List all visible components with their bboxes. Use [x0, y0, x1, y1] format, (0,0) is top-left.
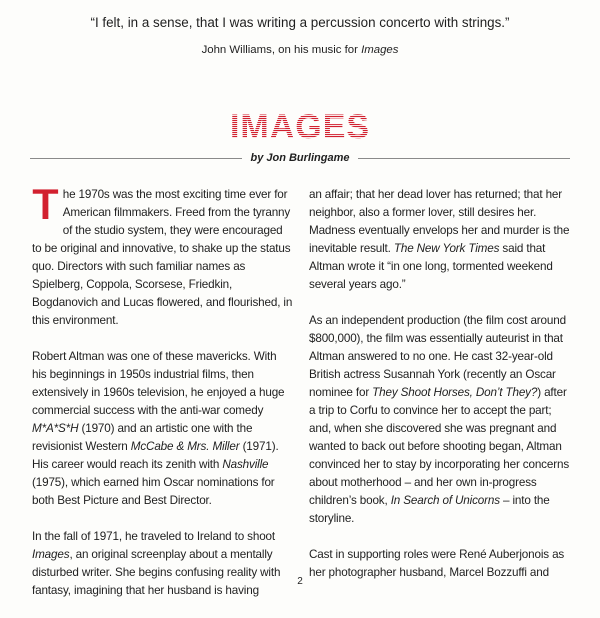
epigraph-quote: “I felt, in a sense, that I was writing a percussion concerto with strings.”	[90, 15, 510, 30]
publication-title: The New York Times	[393, 242, 500, 255]
drop-cap: T	[32, 180, 59, 229]
left-column	[32, 180, 294, 618]
byline-rule-left	[30, 158, 242, 159]
book-title: In Search of Unicorns	[390, 494, 500, 507]
title-graphic	[220, 108, 380, 144]
paragraph-text: Cast in supporting roles were René Auberjonois as her photographer husband, Marcel Bozzuffi and	[309, 548, 565, 579]
paragraph	[309, 186, 574, 294]
paragraph	[32, 348, 294, 510]
paragraph-text: (1971). His career would reach its zenith with	[32, 440, 279, 471]
attribution-work: Images	[361, 44, 399, 56]
paragraph-text: , an original screenplay about a mentally disturbed writer. She begins confusing reality with fantasy, imagining that her husband is having	[32, 548, 281, 597]
paragraph-text: (1975), which earned him Oscar nominations for both Best Picture and Best Director.	[32, 476, 275, 507]
film-title: M*A*S*H	[32, 422, 79, 435]
byline: by Jon Burlingame	[250, 152, 350, 164]
epigraph-attribution	[0, 44, 600, 56]
paragraph-text: said that Altman wrote it “in one long, tormented weekend several years ago.”	[309, 242, 553, 291]
page-number: 2	[297, 576, 303, 587]
paragraph	[309, 312, 574, 528]
right-column	[309, 186, 574, 600]
paragraph-text: In the fall of 1971, he traveled to Ireland to shoot	[32, 530, 276, 543]
paragraph-text: he 1970s was the most exciting time ever for American filmmakers. Freed from the tyranny of the studio system, they were encouraged to be original and innovative, to shake up the status quo. Directors with such familiar names as Spielberg, Coppola, Scorsese, Friedkin, Bogdanovich and Lucas flowered, and flourished, in this environment.	[32, 188, 293, 327]
film-title: They Shoot Horses, Don’t They?	[372, 386, 538, 399]
paragraph-text: As an independent production (the film cost around $800,000), the film was essentially auteurist in that Altman answered to no one. He cast 32-year-old British actress Susannah York (recently an Oscar nominee for	[309, 314, 566, 399]
paragraph	[32, 180, 294, 330]
paragraph-text: – into the storyline.	[309, 494, 550, 525]
paragraph-text: ) after a trip to Corfu to convince her to accept the part; and, when she discovered she was pregnant and wanted to back out before shooting began, Altman convinced her to stay by incorporating her concerns about motherhood – and her own in-progress children’s book,	[309, 386, 570, 507]
film-title: McCabe & Mrs. Miller	[130, 440, 240, 453]
paragraph-text: an affair; that her dead lover has returned; that her neighbor, also a former lover, still desires her. Madness eventually envelops her and murder is the inevitable result.	[309, 188, 570, 255]
byline-row	[30, 150, 570, 166]
title-text: IMAGES	[229, 108, 371, 144]
byline-rule-right	[358, 158, 570, 159]
paragraph-text: Robert Altman was one of these mavericks. With his beginnings in 1950s industrial films, then extensively in 1960s television, he enjoyed a huge commercial success with the anti-war comedy	[32, 350, 285, 417]
film-title: Nashville	[222, 458, 269, 471]
paragraph-text: (1970) and an artistic one with the revisionist Western	[32, 422, 253, 453]
film-title: Images	[32, 548, 70, 561]
paragraph	[32, 528, 294, 600]
article-title	[0, 108, 600, 144]
attribution-prefix: John Williams, on his music for	[201, 44, 362, 56]
